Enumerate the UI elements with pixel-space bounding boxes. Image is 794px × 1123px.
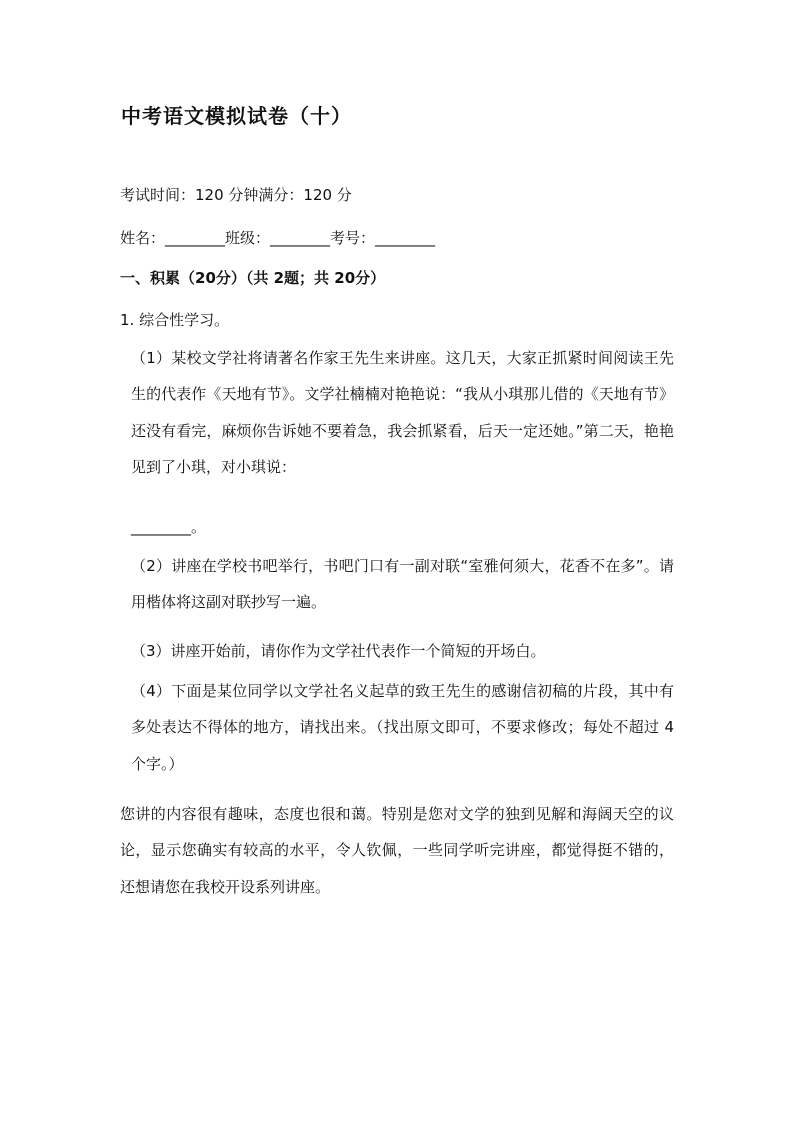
question-part-4: （4）下面是某位同学以文学社名义起草的致王先生的感谢信初稿的片段，其中有多处表达不得体的地方，请找出来。（找出原文即可，不要求修改；每处不超过 4 个字。） <box>131 682 674 773</box>
section-heading: 一、积累（20分）（共 2题；共 20分） <box>120 269 386 287</box>
question-part-1-answer-blank: ________。 <box>131 518 207 536</box>
letter-excerpt: 您讲的内容很有趣味，态度也很和蔼。特别是您对文学的独到见解和海阔天空的议论，显示您确实有较高的水平，令人钦佩，一些同学听完讲座，都觉得挺不错的，还想请您在我校开设系列讲座。 <box>120 805 674 896</box>
question-heading: 1. 综合性学习。 <box>120 311 230 329</box>
question-part-1: （1）某校文学社将请著名作家王先生来讲座。这几天，大家正抓紧时间阅读王先生的代表作《天地有节》。文学社楠楠对艳艳说：“我从小琪那儿借的《天地有节》还没有看完，麻烦你告诉她不要着急，我会抓紧看，后天一定还她。”第二天，艳艳见到了小琪，对小琪说： <box>131 349 674 476</box>
question-part-2: （2）讲座在学校书吧举行，书吧门口有一副对联“室雅何须大，花香不在多”。请用楷体将这副对联抄写一遍。 <box>131 557 674 612</box>
exam-info: 考试时间：120 分钟满分：120 分 <box>120 186 352 204</box>
page-title: 中考语文模拟试卷（十） <box>121 104 352 128</box>
question-part-3: （3）讲座开始前，请你作为文学社代表作一个简短的开场白。 <box>131 642 546 660</box>
student-info: 姓名：________班级：________考号：________ <box>120 229 436 247</box>
